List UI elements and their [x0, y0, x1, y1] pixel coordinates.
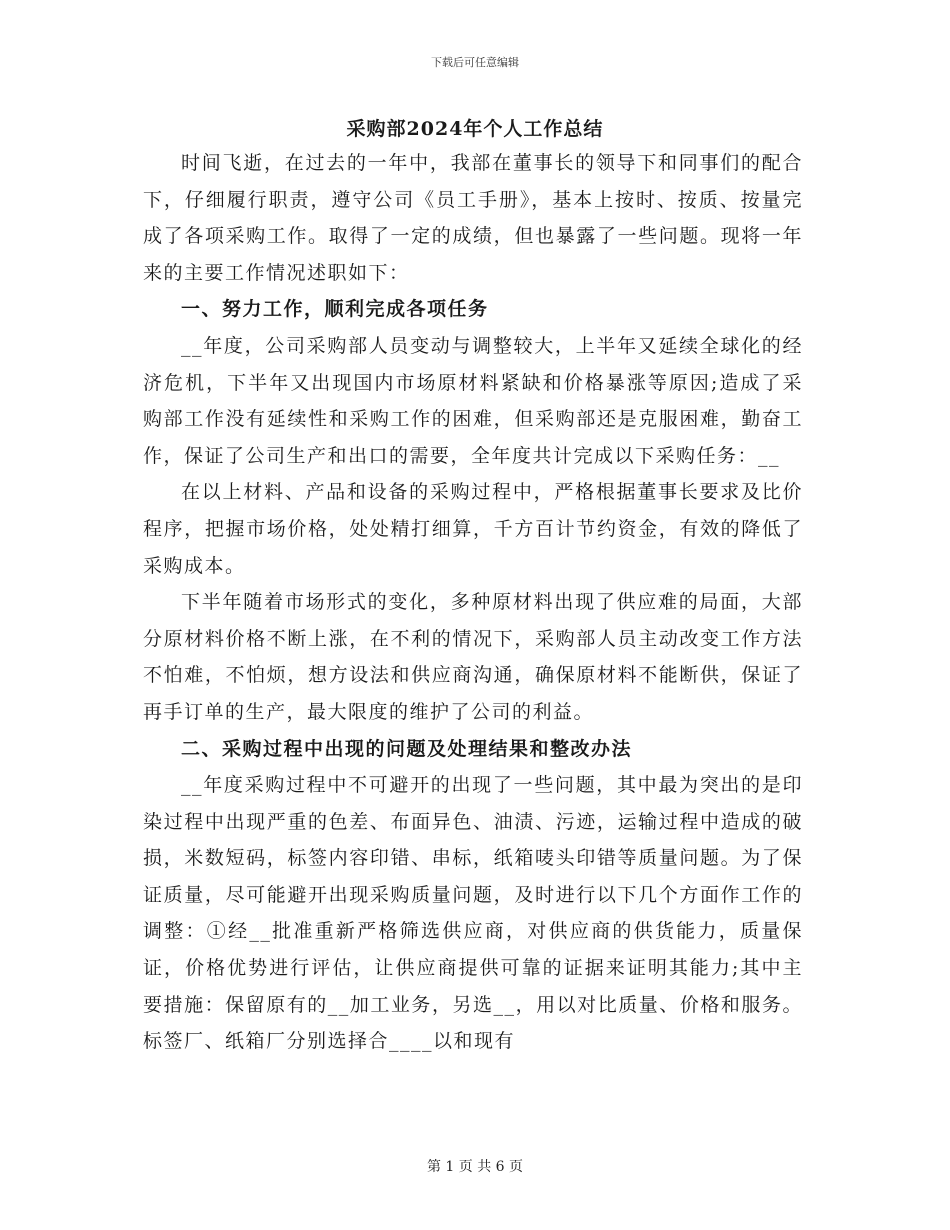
paragraph-tasks: __年度，公司采购部人员变动与调整较大，上半年又延续全球化的经济危机，下半年又出现国内市场原材料紧缺和价格暴涨等原因;造成了采购部工作没有延续性和采购工作的困难，但采购部还是克服困难，勤奋工作，保证了公司生产和出口的需要，全年度共计完成以下采购任务：__	[143, 334, 803, 467]
document-body	[143, 145, 803, 1060]
document-title: 采购部2024年个人工作总结	[346, 118, 604, 140]
page-number: 第 1 页 共 6 页	[426, 1159, 524, 1175]
paragraph-cost: 在以上材料、产品和设备的采购过程中，严格根据董事长要求及比价程序，把握市场价格，处处精打细算，千方百计节约资金，有效的降低了采购成本。	[143, 481, 803, 577]
paragraph-intro: 时间飞逝，在过去的一年中，我部在董事长的领导下和同事们的配合下，仔细履行职责，遵守公司《员工手册》，基本上按时、按质、按量完成了各项采购工作。取得了一定的成绩，但也暴露了一些问题。现将一年来的主要工作情况述职如下：	[143, 152, 803, 284]
paragraph-problems: __年度采购过程中不可避开的出现了一些问题，其中最为突出的是印染过程中出现严重的色差、布面异色、油渍、污迹，运输过程中造成的破损，米数短码，标签内容印错、串标，纸箱唛头印错等质量问题。为了保证质量，尽可能避开出现采购质量问题，及时进行以下几个方面作工作的调整：①经__批准重新严格筛选供应商，对供应商的供货能力，质量保证，价格优势进行评估，让供应商提供可靠的证据来证明其能力;其中主要措施：保留原有的__加工业务，另选__，用以对比质量、价格和服务。标签厂、纸箱厂分别选择合____以和现有	[143, 774, 803, 1053]
section-heading-2: 二、采购过程中出现的问题及处理结果和整改办法	[181, 737, 633, 760]
section-heading-1: 一、努力工作，顺利完成各项任务	[181, 298, 489, 321]
paragraph-supply: 下半年随着市场形式的变化，多种原材料出现了供应难的局面，大部分原材料价格不断上涨，在不利的情况下，采购部人员主动改变工作方法不怕难，不怕烦，想方设法和供应商沟通，确保原材料不能断供，保证了再手订单的生产，最大限度的维护了公司的利益。	[143, 591, 803, 723]
header-note: 下载后可任意编辑	[431, 56, 519, 69]
